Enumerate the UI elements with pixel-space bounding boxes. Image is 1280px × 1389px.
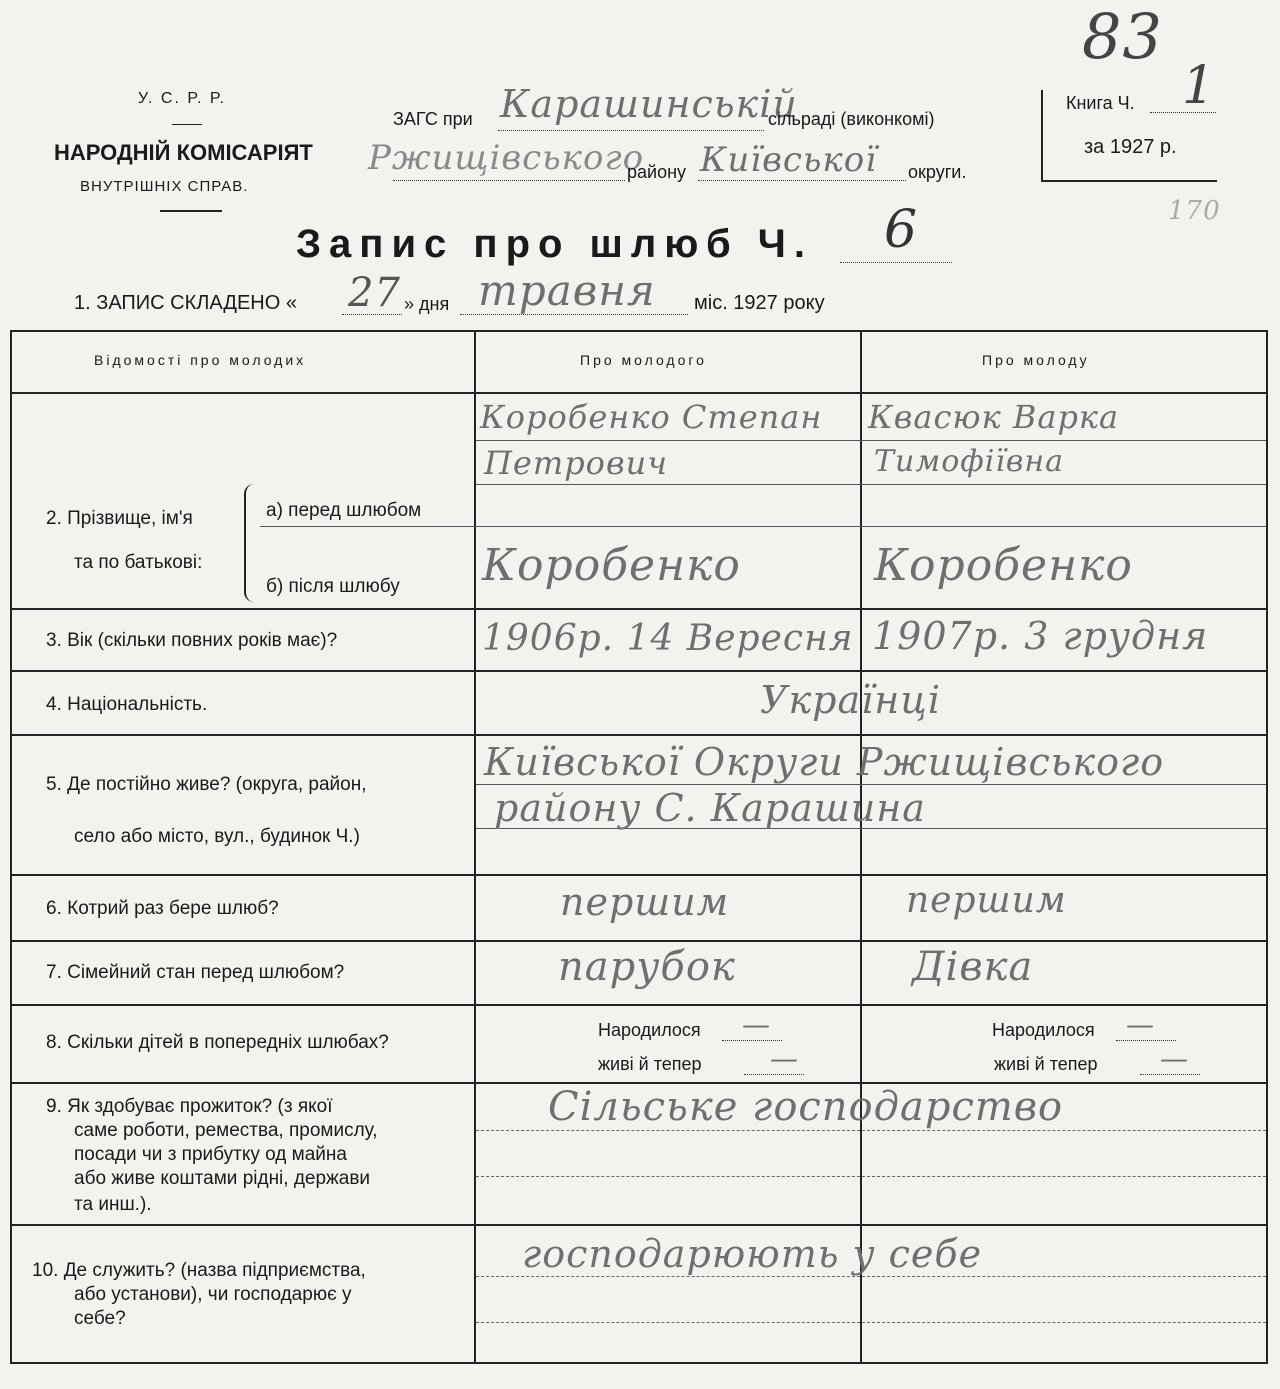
table-col1-divider (474, 330, 476, 1364)
workplace: господарюють у себе (522, 1232, 983, 1276)
row9-label-5: та инш.). (74, 1194, 152, 1215)
republic-label: У. С. Р. Р. (138, 90, 227, 107)
livelihood: Сільське господарство (548, 1084, 1064, 1130)
record-suffix: міс. 1927 року (694, 292, 825, 314)
village-dotline (498, 130, 764, 131)
sheet-number-handwritten: 83 (1082, 0, 1163, 73)
table-bottom-border (10, 1362, 1268, 1364)
side-note-handwritten: 170 (1168, 196, 1221, 226)
bride-born-value: — (1126, 1008, 1155, 1041)
row2-line-b (476, 484, 1266, 485)
okruga-handwritten: Київської (700, 140, 878, 180)
row9-label-2: саме роботи, ремества, промислу, (74, 1120, 378, 1141)
header-groom: Про молодого (580, 352, 707, 368)
table-row2-bottom (10, 608, 1268, 610)
row7-label: 7. Сімейний стан перед шлюбом? (46, 962, 345, 983)
row10-label-2: або установи), чи господарює у (74, 1284, 352, 1305)
row2-after-label: б) після шлюбу (266, 576, 400, 597)
header-divider-bottom (160, 210, 222, 212)
row9-label-3: посади чи з прибутку од майна (74, 1144, 347, 1165)
row6-label: 6. Котрий раз бере шлюб? (46, 898, 279, 919)
table-row9-bottom (10, 1224, 1268, 1226)
book-number-handwritten: 1 (1182, 56, 1217, 116)
table-row7-bottom (10, 1004, 1268, 1006)
groom-age: 1906р. 14 Вересня (482, 618, 854, 659)
groom-alive-label: живі й тепер (598, 1054, 702, 1074)
row2-label-1: 2. Прізвище, ім'я (46, 508, 193, 529)
bride-age: 1907р. 3 грудня (872, 614, 1209, 658)
book-label: Книга Ч. (1066, 93, 1135, 113)
row5-label-1: 5. Де постійно живе? (округа, район, (46, 774, 367, 795)
header-info: Відомості про молодих (94, 352, 307, 368)
groom-marriage-count: першим (560, 880, 730, 924)
row4-label: 4. Національність. (46, 694, 208, 715)
bride-before-line1: Квасюк Варка (868, 398, 1120, 436)
title-number-dotline (840, 262, 952, 263)
page-title: Запис про шлюб Ч. (296, 222, 813, 266)
nationality: Українці (760, 678, 941, 722)
header-divider-top (172, 124, 202, 125)
title-number-handwritten: 6 (884, 200, 919, 260)
table-left-border (10, 330, 12, 1364)
zags-prefix: ЗАГС при (393, 109, 473, 129)
row9-label-4: або живе коштами рідні, держави (74, 1168, 371, 1189)
row5-line-a (476, 784, 1266, 785)
bride-status: Дівка (912, 944, 1034, 990)
row5-label-2: село або місто, вул., будинок Ч.) (74, 826, 360, 847)
book-year-label: за 1927 р. (1084, 136, 1177, 158)
bride-born-label: Народилося (992, 1020, 1095, 1040)
groom-alive-value: — (770, 1042, 799, 1075)
record-mid: » дня (404, 294, 450, 314)
groom-born-value: — (742, 1008, 771, 1041)
bride-alive-value: — (1160, 1042, 1189, 1075)
row3-label: 3. Вік (скільки повних років має)? (46, 630, 338, 651)
row2-line-a (476, 440, 1266, 441)
row9-line-b (476, 1176, 1266, 1177)
table-row3-bottom (10, 670, 1268, 672)
okruga-suffix: округи. (908, 162, 967, 182)
row8-label: 8. Скільки дітей в попередніх шлюбах? (46, 1032, 389, 1053)
council-suffix: сільраді (виконкомі) (768, 109, 935, 129)
okruga-dotline (698, 180, 906, 181)
district-suffix: району (627, 162, 687, 182)
table-row5-bottom (10, 874, 1268, 876)
row2-line-c (260, 526, 1266, 527)
row2-label-2: та по батькові: (74, 552, 203, 573)
groom-born-label: Народилося (598, 1020, 701, 1040)
record-day-handwritten: 27 (348, 270, 401, 316)
row2-brace (244, 484, 256, 602)
row10-line-a (476, 1276, 1266, 1277)
book-box-left (1041, 90, 1043, 182)
department-label: ВНУТРІШНІХ СПРАВ. (80, 178, 249, 195)
book-box-bottom (1041, 180, 1217, 182)
bride-marriage-count: першим (906, 880, 1067, 921)
table-right-border (1266, 330, 1268, 1364)
header-bride: Про молоду (982, 352, 1090, 368)
row10-label-3: себе? (74, 1308, 126, 1329)
row10-line-b (476, 1322, 1266, 1323)
table-col2-divider (860, 330, 862, 1364)
groom-status: парубок (558, 944, 736, 990)
table-row6-bottom (10, 940, 1268, 942)
row10-label-1: 10. Де служить? (назва підприємства, (32, 1260, 366, 1281)
district-handwritten: Ржищівського (368, 138, 645, 178)
bride-before-line2: Тимофіївна (874, 444, 1065, 479)
record-month-handwritten: травня (478, 266, 656, 315)
bride-alive-label: живі й тепер (994, 1054, 1098, 1074)
table-top-border (10, 330, 1268, 332)
row9-line-a (476, 1130, 1266, 1131)
district-dotline (393, 180, 625, 181)
groom-before-line1: Коробенко Степан (480, 398, 823, 436)
table-row4-bottom (10, 734, 1268, 736)
record-label: 1. ЗАПИС СКЛАДЕНО « (74, 292, 297, 314)
village-handwritten: Карашинській (500, 82, 798, 126)
residence-line2: району С. Карашина (494, 786, 926, 830)
row9-label-1: 9. Як здобуває прожиток? (з якої (46, 1096, 333, 1117)
groom-after-name: Коробенко (482, 540, 741, 591)
row2-before-label: а) перед шлюбом (266, 500, 422, 521)
bride-after-name: Коробенко (874, 540, 1133, 591)
commissariat-label: НАРОДНІЙ КОМІСАРІЯТ (54, 140, 313, 165)
groom-before-line2: Петрович (484, 444, 669, 482)
residence-line1: Київської Округи Ржищівського (484, 740, 1165, 784)
table-header-bottom (10, 392, 1268, 394)
